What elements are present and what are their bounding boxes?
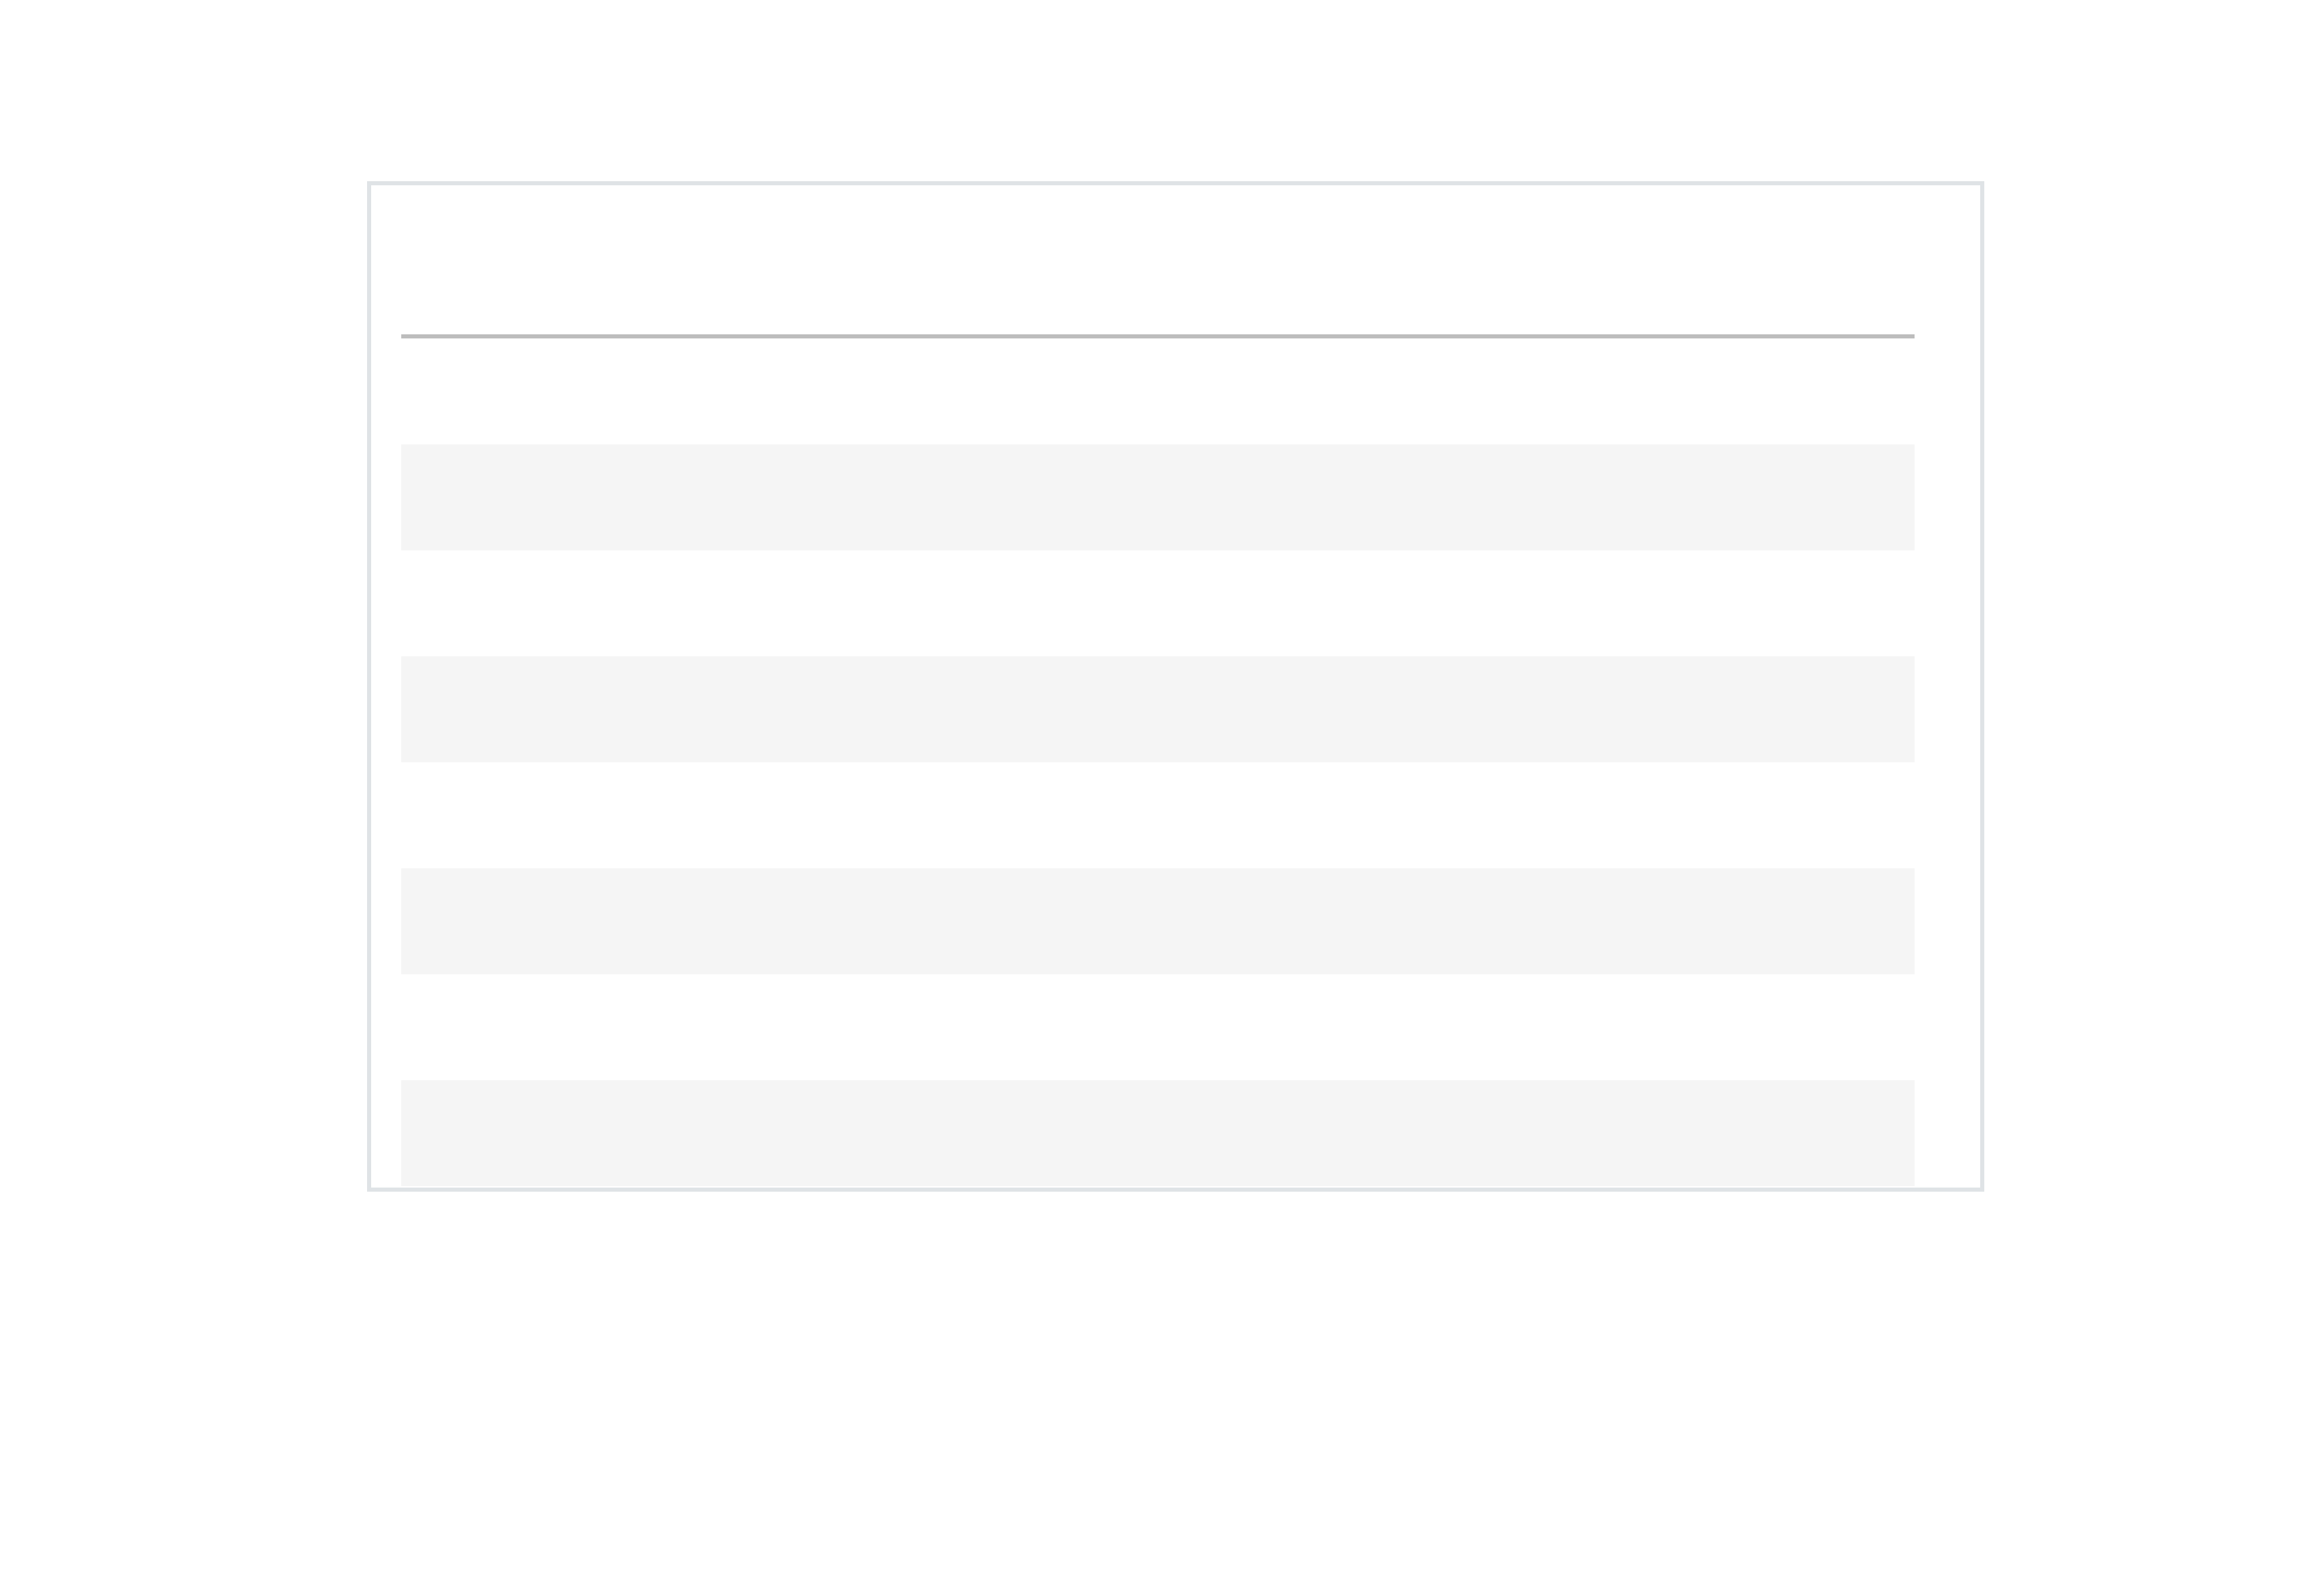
table-row xyxy=(401,444,1915,550)
table-row xyxy=(401,656,1915,762)
table-cell xyxy=(1174,656,1570,762)
column-header-totalcharges xyxy=(1570,215,1915,336)
table-row xyxy=(401,762,1915,868)
row-label xyxy=(401,762,545,868)
table-cell xyxy=(1174,974,1570,1080)
row-label xyxy=(401,550,545,656)
table-cell xyxy=(545,1080,873,1186)
table-cell xyxy=(873,1080,1174,1186)
table-cell xyxy=(873,656,1174,762)
table-cell xyxy=(873,550,1174,656)
row-label xyxy=(401,336,545,444)
table-row xyxy=(401,1080,1915,1186)
table-cell xyxy=(545,762,873,868)
table-cell xyxy=(1174,550,1570,656)
table-cell xyxy=(545,444,873,550)
table-cell xyxy=(1570,656,1915,762)
table-cell xyxy=(1174,762,1570,868)
table-cell xyxy=(1174,868,1570,974)
table-cell xyxy=(1570,1080,1915,1186)
table-cell xyxy=(545,656,873,762)
table-cell xyxy=(873,974,1174,1080)
index-header xyxy=(401,215,545,336)
table-cell xyxy=(545,868,873,974)
scaler-topics-logo xyxy=(1066,1309,1271,1487)
table-cell xyxy=(1174,444,1570,550)
table-cell xyxy=(873,336,1174,444)
table-row xyxy=(401,336,1915,444)
column-header-tenure xyxy=(873,215,1174,336)
row-label xyxy=(401,868,545,974)
table-cell xyxy=(1174,336,1570,444)
table-cell xyxy=(1570,550,1915,656)
table-cell xyxy=(545,550,873,656)
row-label xyxy=(401,444,545,550)
table-cell xyxy=(545,974,873,1080)
row-label xyxy=(401,1080,545,1186)
table-cell xyxy=(1570,974,1915,1080)
table-cell xyxy=(873,444,1174,550)
table-cell xyxy=(545,336,873,444)
table-row xyxy=(401,868,1915,974)
row-label xyxy=(401,656,545,762)
table-row xyxy=(401,974,1915,1080)
table-cell xyxy=(1570,868,1915,974)
table-body xyxy=(401,336,1915,1186)
table-cell xyxy=(1570,444,1915,550)
dataframe-output-frame xyxy=(367,181,1984,1192)
table-cell xyxy=(1570,336,1915,444)
column-header-monthlycharges xyxy=(1174,215,1570,336)
table-cell xyxy=(873,762,1174,868)
table-cell xyxy=(1570,762,1915,868)
column-header-seniorcitizen xyxy=(545,215,873,336)
describe-table xyxy=(401,215,1915,1186)
table-header-row xyxy=(401,215,1915,336)
row-label xyxy=(401,974,545,1080)
table-row xyxy=(401,550,1915,656)
table-cell xyxy=(1174,1080,1570,1186)
table-cell xyxy=(873,868,1174,974)
